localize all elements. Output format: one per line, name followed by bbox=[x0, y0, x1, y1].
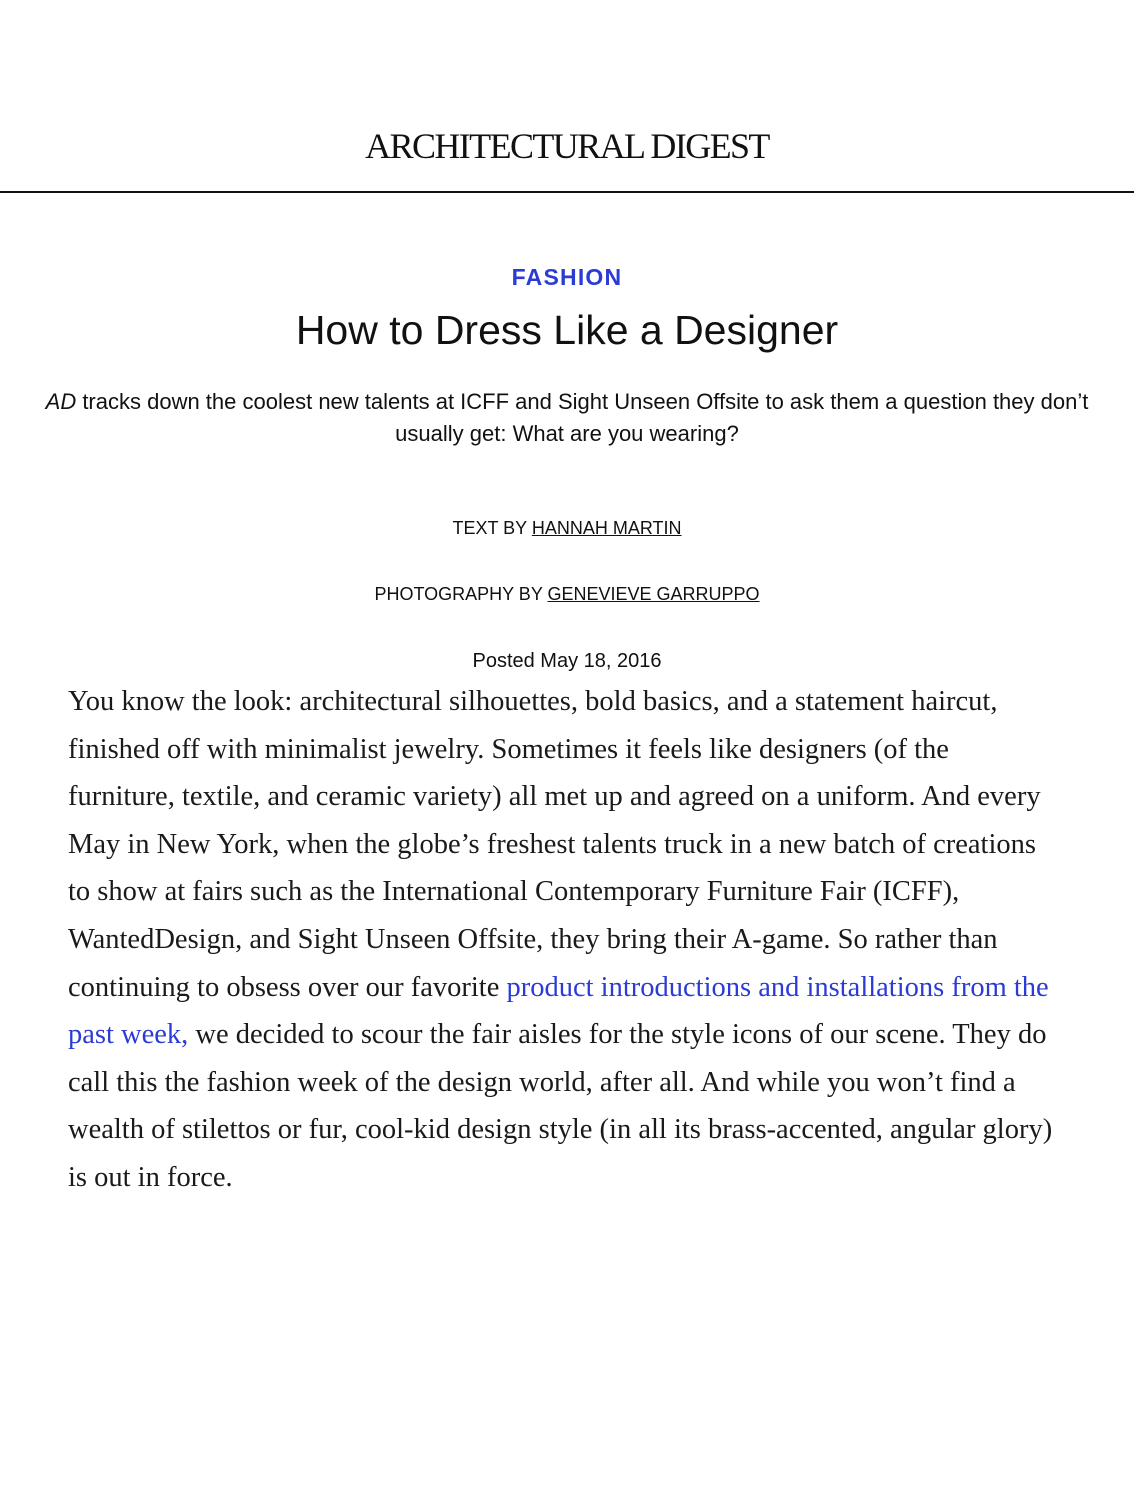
author-link[interactable]: HANNAH MARTIN bbox=[531, 518, 682, 538]
article-headline: How to Dress Like a Designer bbox=[295, 307, 839, 353]
article-body-paragraph bbox=[68, 678, 1058, 1202]
byline-author-prefix: TEXT BY bbox=[452, 518, 532, 538]
publish-date: Posted May 18, 2016 bbox=[472, 650, 662, 672]
product-introductions-link[interactable]: product introductions and installations from the past week, bbox=[68, 971, 1049, 1051]
byline-author bbox=[0, 516, 1134, 540]
masthead bbox=[0, 0, 1134, 193]
byline-photographer-prefix: PHOTOGRAPHY BY bbox=[374, 584, 548, 604]
byline-photographer bbox=[0, 582, 1134, 606]
section-rubric[interactable]: FASHION bbox=[511, 264, 623, 290]
body-text-before-link: You know the look: architectural silhouettes, bold basics, and a statement haircut, finished off with minimalist jewelry. Sometimes it feels like designers (of the furniture, textile, and ceramic variety) all met up and agreed on a uniform. And every May in New York, when the globe’s freshest talents truck in a new batch of creations to show at fairs such as the International Contemporary Furniture Fair (ICFF), WantedDesign, and Sight Unseen Offsite, they bring their A-game. So rather than continuing to obsess over our favorite bbox=[68, 686, 1041, 1003]
site-logo[interactable]: ARCHITECTURAL DIGEST bbox=[365, 126, 769, 166]
photographer-link[interactable]: GENEVIEVE GARRUPPO bbox=[547, 584, 760, 604]
dek-text: tracks down the coolest new talents at ICFF and Sight Unseen Offsite to ask them a question they don’t usually get: What are you wearing? bbox=[76, 389, 1089, 446]
dek-publication: AD bbox=[45, 389, 77, 414]
body-text-after-link: we decided to scour the fair aisles for the style icons of our scene. They do call this the fashion week of the design world, after all. And while you won’t find a wealth of stilettos or fur, cool-kid design style (in all its brass-accented, angular glory) is out in force. bbox=[68, 1019, 1053, 1193]
article-dek bbox=[20, 386, 1114, 450]
